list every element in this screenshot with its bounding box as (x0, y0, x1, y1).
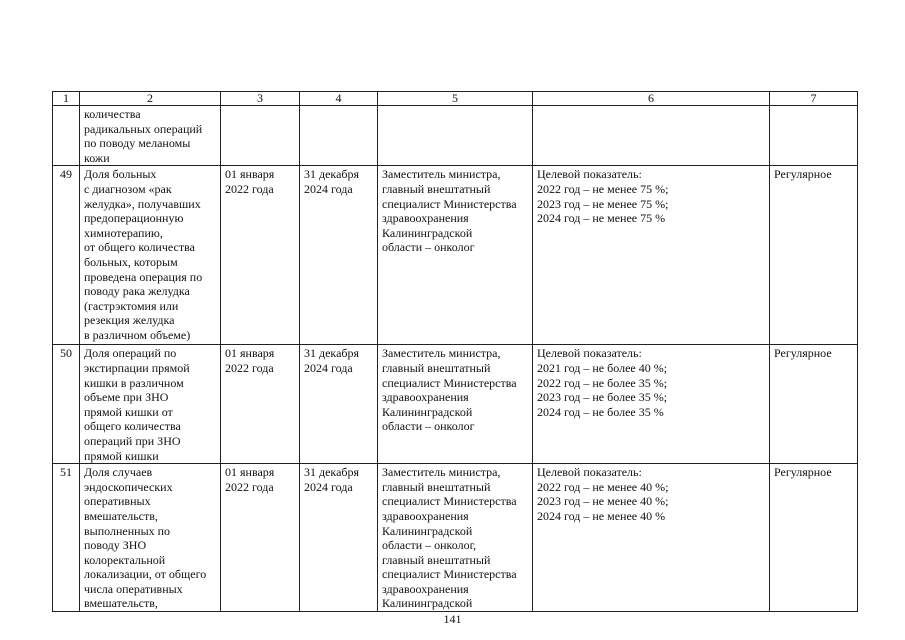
column-header: 4 (300, 92, 378, 106)
start-date-cell: 01 января 2022 года (221, 345, 300, 464)
table-row (53, 166, 858, 345)
end-date-cell: 31 декабря 2024 года (300, 464, 378, 612)
target-cell: Целевой показатель: 2022 год – не менее 75 %; 2023 год – не менее 75 %; 2024 год – не менее 75 % (533, 166, 770, 345)
header-row (53, 92, 858, 106)
table-row (53, 345, 858, 464)
target-cell: Целевой показатель: 2022 год – не менее 40 %; 2023 год – не менее 40 %; 2024 год – не менее 40 % (533, 464, 770, 612)
responsible-cell: Заместитель министра, главный внештатный специалист Министерства здравоохранения Калининградской области – онколог (378, 166, 533, 345)
column-header: 5 (378, 92, 533, 106)
responsible-cell (378, 106, 533, 166)
table-row (53, 106, 858, 166)
row-number: 50 (53, 345, 80, 464)
frequency-cell: Регулярное (770, 464, 858, 612)
target-cell (533, 106, 770, 166)
column-header: 2 (80, 92, 221, 106)
column-header: 1 (53, 92, 80, 106)
frequency-cell: Регулярное (770, 345, 858, 464)
responsible-cell: Заместитель министра, главный внештатный специалист Министерства здравоохранения Калининградской области – онколог, главный внештатный специалист Министерства здравоохранения Калининградской (378, 464, 533, 612)
responsible-cell: Заместитель министра, главный внештатный специалист Министерства здравоохранения Калининградской области – онколог (378, 345, 533, 464)
indicator-cell: Доля случаев эндоскопических оперативных вмешательств, выполненных по поводу ЗНО колоректальной локализации, от общего числа оперативных вмешательств, (80, 464, 221, 612)
column-header: 3 (221, 92, 300, 106)
column-header: 7 (770, 92, 858, 106)
page-number: 141 (443, 612, 462, 626)
indicator-cell: количества радикальных операций по поводу меланомы кожи (80, 106, 221, 166)
column-header: 6 (533, 92, 770, 106)
table-row (53, 464, 858, 612)
frequency-cell (770, 106, 858, 166)
target-cell: Целевой показатель: 2021 год – не более 40 %; 2022 год – не более 35 %; 2023 год – не более 35 %; 2024 год – не более 35 % (533, 345, 770, 464)
frequency-cell: Регулярное (770, 166, 858, 345)
start-date-cell (221, 106, 300, 166)
end-date-cell (300, 106, 378, 166)
indicator-cell: Доля операций по экстирпации прямой кишки в различном объеме при ЗНО прямой кишки от общего количества операций при ЗНО прямой кишки (80, 345, 221, 464)
measures-table (52, 91, 858, 612)
start-date-cell: 01 января 2022 года (221, 464, 300, 612)
row-number: 51 (53, 464, 80, 612)
indicator-cell: Доля больных с диагнозом «рак желудка», получавших предоперационную химиотерапию, от общего количества больных, которым проведена операция по поводу рака желудка (гастрэктомия или резекция желудка в различном объеме) (80, 166, 221, 345)
start-date-cell: 01 января 2022 года (221, 166, 300, 345)
row-number: 49 (53, 166, 80, 345)
row-number (53, 106, 80, 166)
end-date-cell: 31 декабря 2024 года (300, 166, 378, 345)
end-date-cell: 31 декабря 2024 года (300, 345, 378, 464)
